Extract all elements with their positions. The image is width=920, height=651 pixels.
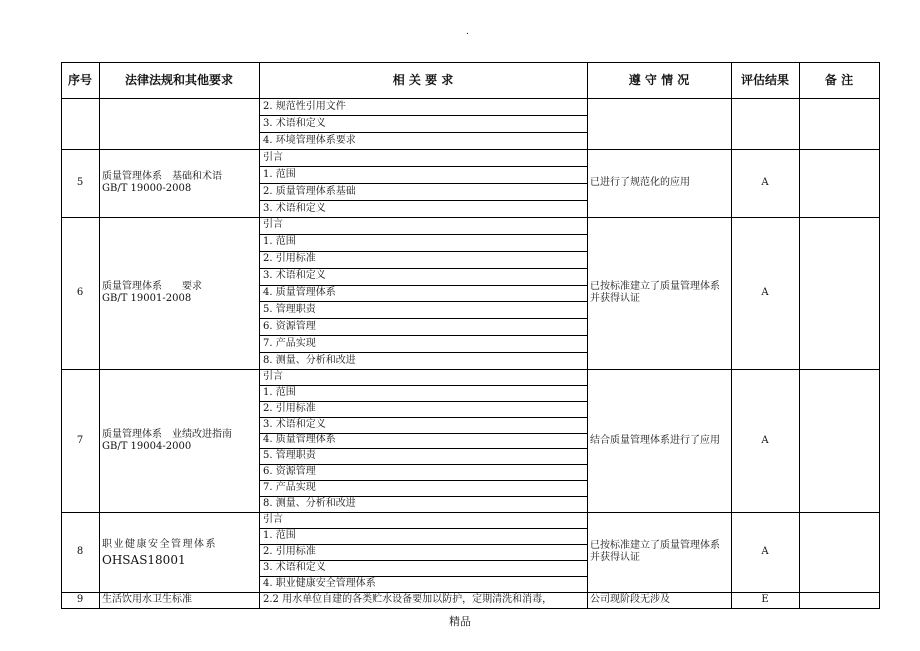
- remark-cell: [799, 149, 879, 217]
- law-cell: [99, 592, 259, 608]
- law-name: 质量管理体系 业绩改进指南: [102, 428, 232, 440]
- compliance-status: 已进行了规范化的应用: [590, 177, 690, 188]
- requirement-item: 引言: [263, 370, 283, 382]
- header-no: 序号: [67, 73, 92, 87]
- page-footer: 精品: [449, 615, 471, 628]
- remark-cell: [799, 512, 879, 592]
- law-name: 生活饮用水卫生标准: [102, 594, 192, 605]
- requirement-item: 8. 测量、分析和改进: [263, 498, 356, 510]
- law-cell: [99, 149, 259, 217]
- law-cell: [99, 98, 259, 149]
- compliance-status: 结合质量管理体系进行了应用: [590, 434, 720, 446]
- law-code: GB/T 19001-2008: [102, 293, 192, 304]
- header-result: 评估结果: [740, 73, 789, 87]
- requirement-item: 5. 管理职责: [263, 303, 316, 315]
- row-number: 5: [76, 177, 84, 188]
- result-grade: E: [761, 594, 769, 605]
- requirement-item: 6. 资源管理: [263, 320, 316, 332]
- row-number: 8: [76, 546, 84, 557]
- law-code: GB/T 19000-2008: [102, 183, 192, 194]
- result-grade: A: [761, 177, 769, 188]
- requirement-item: 2. 引用标准: [263, 546, 316, 557]
- requirement-item: 引言: [263, 219, 283, 231]
- header-compliance: 遵 守 情 况: [628, 73, 690, 87]
- requirement-item: 7. 产品实现: [263, 337, 316, 349]
- requirement-item: 3. 术语和定义: [263, 418, 326, 430]
- requirement-item: 3. 术语和定义: [263, 202, 326, 214]
- requirement-item: 8. 测量、分析和改进: [263, 354, 356, 366]
- requirement-item: 7. 产品实现: [263, 482, 316, 494]
- requirement-item: 1. 范围: [263, 386, 296, 398]
- remark-cell: [799, 217, 879, 369]
- requirement-item: 4. 质量管理体系: [263, 286, 336, 298]
- compliance-status: 公司现阶段无涉及: [590, 594, 670, 605]
- requirement-item: 2. 质量管理体系基础: [263, 185, 356, 197]
- compliance-status: 已按标准建立了质量管理体系并获得认证: [590, 281, 720, 304]
- compliance-status: [587, 98, 731, 149]
- requirement-item: 4. 职业健康安全管理体系: [263, 578, 376, 589]
- requirement-item: 2. 引用标准: [263, 253, 316, 265]
- page-dot: .: [466, 27, 469, 37]
- law-name: 职业健康安全管理体系: [102, 538, 217, 550]
- requirement-item: 3. 术语和定义: [263, 117, 326, 129]
- requirement-item: 4. 质量管理体系: [263, 434, 336, 446]
- law-code: GB/T 19004-2000: [102, 440, 192, 452]
- row-number: 9: [76, 594, 84, 605]
- header-law: 法律法规和其他要求: [124, 73, 233, 87]
- law-name: 质量管理体系 基础和术语: [102, 171, 222, 182]
- remark-cell: [799, 592, 879, 608]
- row-number: 7: [76, 434, 84, 446]
- requirement-item: 4. 环境管理体系要求: [263, 134, 356, 146]
- requirement-item: 1. 范围: [263, 236, 296, 248]
- law-name: 质量管理体系 要求: [102, 281, 202, 292]
- requirement-item: 引言: [263, 514, 283, 525]
- requirement-item: 3. 术语和定义: [263, 270, 326, 282]
- requirement-item: 3. 术语和定义: [263, 562, 326, 573]
- requirement-item: 2. 引用标准: [263, 402, 316, 414]
- law-cell: [99, 217, 259, 369]
- law-code: OHSAS18001: [102, 552, 186, 567]
- result-grade: A: [761, 546, 769, 557]
- requirement-item: 1. 范围: [263, 530, 296, 541]
- result-grade: [731, 98, 799, 149]
- requirement-item: 2.2 用水单位自建的各类贮水设备要加以防护，定期清洗和消毒，: [263, 594, 553, 605]
- remark-cell: [799, 98, 879, 149]
- row-number: 6: [76, 287, 84, 298]
- requirement-item: 5. 管理职责: [263, 450, 316, 462]
- law-cell: [99, 512, 259, 592]
- header-requirement: 相 关 要 求: [392, 73, 454, 87]
- requirement-item: 2. 规范性引用文件: [263, 100, 346, 112]
- law-cell: [99, 369, 259, 512]
- remark-cell: [799, 369, 879, 512]
- requirement-item: 6. 资源管理: [263, 466, 316, 478]
- row-number: [61, 98, 99, 149]
- compliance-status: 已按标准建立了质量管理体系并获得认证: [590, 540, 720, 563]
- requirement-item: 1. 范围: [263, 168, 296, 180]
- result-grade: A: [761, 434, 769, 446]
- result-grade: A: [761, 287, 769, 298]
- header-remark: 备 注: [824, 73, 854, 87]
- requirement-item: 引言: [263, 151, 283, 163]
